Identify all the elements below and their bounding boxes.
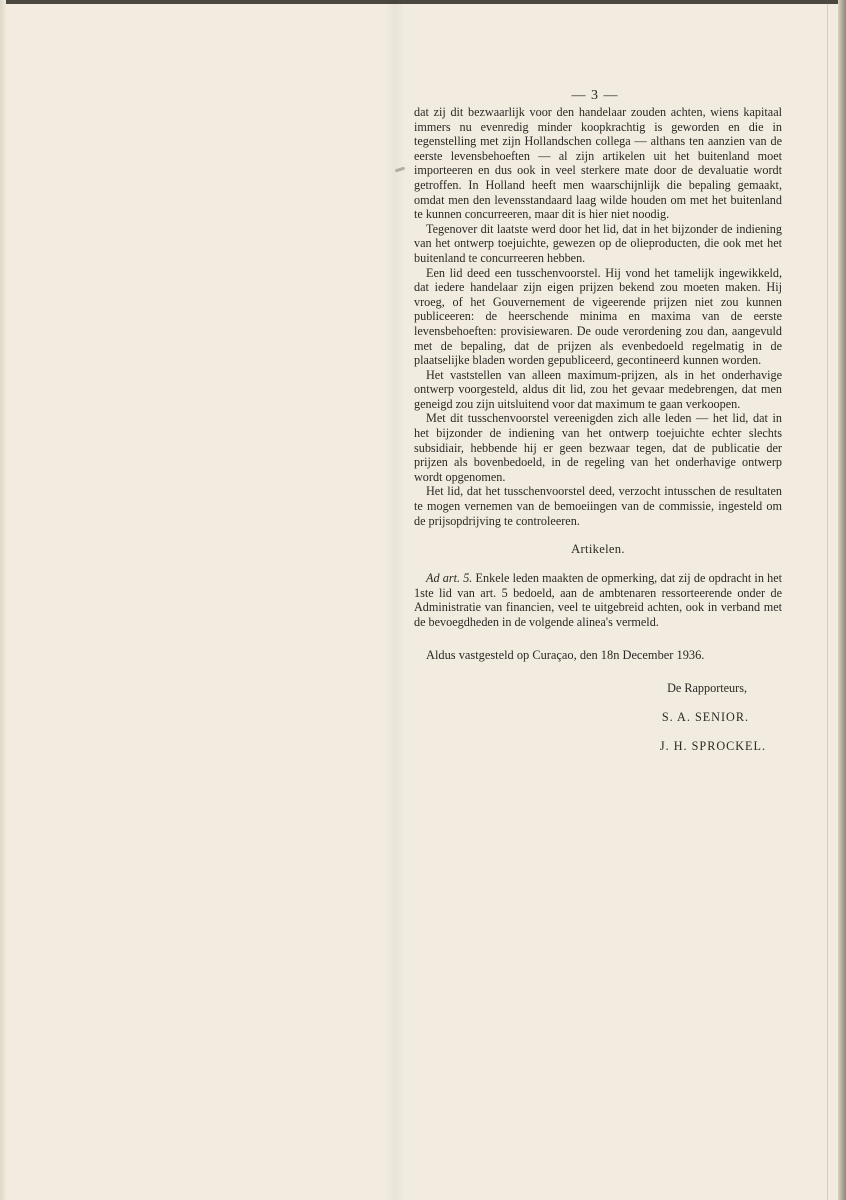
- margin-line: [827, 0, 828, 1200]
- signature-senior: S. A. SENIOR.: [661, 709, 749, 724]
- signature-sprockel: J. H. SPROCKEL.: [659, 738, 766, 753]
- text-column: [414, 105, 782, 754]
- paragraph: Tegenover dit laatste werd door het lid, dat in het bijzonder de indiening van het ontwerp toejuichte, gewezen op de olieproducten, die ook met het buitenland te concurreeren hebben.: [414, 221, 782, 265]
- article-paragraph: [414, 571, 782, 629]
- article-text: Enkele leden maakten de opmerking, dat zij de opdracht in het 1ste lid van art. 5 bedoeld, aan de ambtenaren ressorteerende onder de Administratie van financien, veel te uitgebreid achten, ook in verband met de bevoegdheden in de volgende alinea's vermeld.: [414, 571, 782, 629]
- page-right-edge: [838, 0, 846, 1200]
- paragraph: Een lid deed een tusschenvoorstel. Hij vond het tamelijk ingewikkeld, dat iedere handelaar zijn eigen prijzen bekend zou moeten maken. Hij vroeg, of het Gouvernement de vigeerende prijzen niet zou kunnen publiceeren: de heerschende minima en maxima van de eerste levensbehoeften: provisiewaren. De oude verordening zou dan, aangevuld met de bepaling, dat de prijzen als evenbedoeld regelmatig in de plaatselijke bladen worden gepubliceerd, gecontineerd kunnen worden.: [414, 265, 782, 368]
- section-heading: Artikelen.: [571, 542, 625, 557]
- paragraph: Het lid, dat het tusschenvoorstel deed, verzocht intusschen de resultaten te mogen vernemen van de bemoeiingen van de commissie, ingesteld om de prijsopdrijving te controleeren.: [414, 484, 782, 528]
- page-top-edge: [0, 0, 846, 4]
- page-left-edge: [0, 0, 6, 1200]
- paragraph: Het vaststellen van alleen maximum-prijzen, als in het onderhavige ontwerp voorgesteld, aldus dit lid, zou het gevaar medebrengen, dat men geneigd zou zijn uitsluitend voor dat maximum te gaan verkoopen.: [414, 367, 782, 411]
- rapporteurs-label: De Rapporteurs,: [667, 680, 747, 695]
- article-label: Ad art. 5.: [426, 571, 473, 586]
- paragraph: dat zij dit bezwaarlijk voor den handelaar zouden achten, wiens kapitaal immers nu evenredig minder koopkrachtig is geworden en die in tegenstelling met zijn Hollandschen collega — althans ten aanzien van de eerste levensbehoeften — al zijn artikelen uit het buitenland moet importeeren en dus ook in veel sterkere mate door de devaluatie wordt getroffen. In Holland heeft men waarschijnlijk die bepaling gemaakt, omdat men den levensstandaard laag wilde houden om met het buitenland te kunnen concurreeren, maar dit is hier niet noodig.: [414, 105, 782, 222]
- closing-line: Aldus vastgesteld op Curaçao, den 18n December 1936.: [426, 647, 705, 662]
- paragraph: Met dit tusschenvoorstel vereenigden zich alle leden — het lid, dat in het bijzonder de indiening van het ontwerp toejuichte echter slechts subsidiair, hebbende hij er geen bezwaar tegen, dat de publicatie der prijzen als bovenbedoeld, in de regeling van het onderhavige ontwerp wordt opgenomen.: [414, 411, 782, 484]
- page-fold-shadow: [385, 0, 405, 1200]
- page-number: — 3 —: [571, 88, 619, 103]
